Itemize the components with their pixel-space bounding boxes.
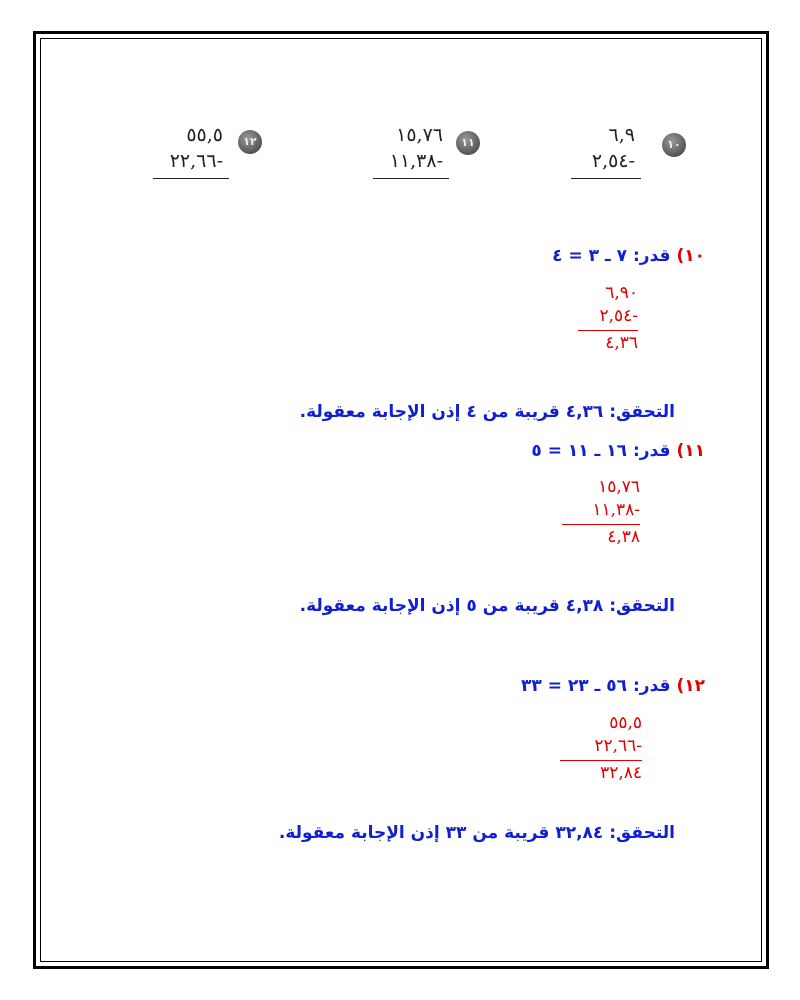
problem-10-badge: ١٠ [662,133,686,157]
solution-10-subtrahend: ٢,٥٤- [599,306,638,326]
solution-12-rule [560,760,642,761]
solution-11-minuend: ١٥,٧٦ [598,477,640,497]
solution-12-result: ٣٢,٨٤ [600,763,642,783]
solution-12-minuend: ٥٥,٥ [609,713,642,733]
problem-11-rule [373,178,449,179]
solution-11-heading [531,441,705,461]
solution-10-rule [578,330,638,331]
solution-12-check: التحقق: ٣٢,٨٤ قريبة من ٣٣ إذن الإجابة معقولة. [278,823,675,843]
problem-11 [365,118,455,188]
solution-12-heading [521,676,705,696]
solution-12-subtrahend: ٢٢,٦٦- [594,736,642,756]
problem-10-top: ٦,٩ [608,124,635,146]
problem-10-rule [571,178,641,179]
solution-10-result: ٤,٣٦ [605,333,638,353]
solution-10-number: ١٠) [676,246,705,266]
solution-10-minuend: ٦,٩٠ [605,283,638,303]
solution-11-rule [562,524,640,525]
solution-10-work [578,282,638,355]
solution-11-check: التحقق: ٤,٣٨ قريبة من ٥ إذن الإجابة معقولة. [299,596,675,616]
solution-11-number: ١١) [676,441,705,461]
solution-10-heading [552,246,705,266]
solution-12-number: ١٢) [676,676,705,696]
problem-11-bottom: ١١,٣٨- [389,150,443,172]
solution-11-work [562,476,640,549]
solution-12-work [560,712,642,785]
problem-11-top: ١٥,٧٦ [396,124,443,146]
problem-12-badge: ١٢ [238,130,262,154]
problem-10-bottom: ٢,٥٤- [591,150,635,172]
problem-10 [565,118,645,188]
solution-11-result: ٤,٣٨ [607,527,640,547]
solution-12-estimate: قدر: ٥٦ ـ ٢٣ = ٣٣ [521,676,671,696]
problem-12 [145,118,235,188]
solution-10-check: التحقق: ٤,٣٦ قريبة من ٤ إذن الإجابة معقولة. [299,402,675,422]
problem-12-rule [153,178,229,179]
problem-12-top: ٥٥,٥ [186,124,223,146]
problem-12-bottom: ٢٢,٦٦- [169,150,223,172]
solution-10-estimate: قدر: ٧ ـ ٣ = ٤ [552,246,671,266]
solution-11-estimate: قدر: ١٦ ـ ١١ = ٥ [531,441,671,461]
problem-11-badge: ١١ [456,131,480,155]
solution-11-subtrahend: ١١,٣٨- [592,500,640,520]
